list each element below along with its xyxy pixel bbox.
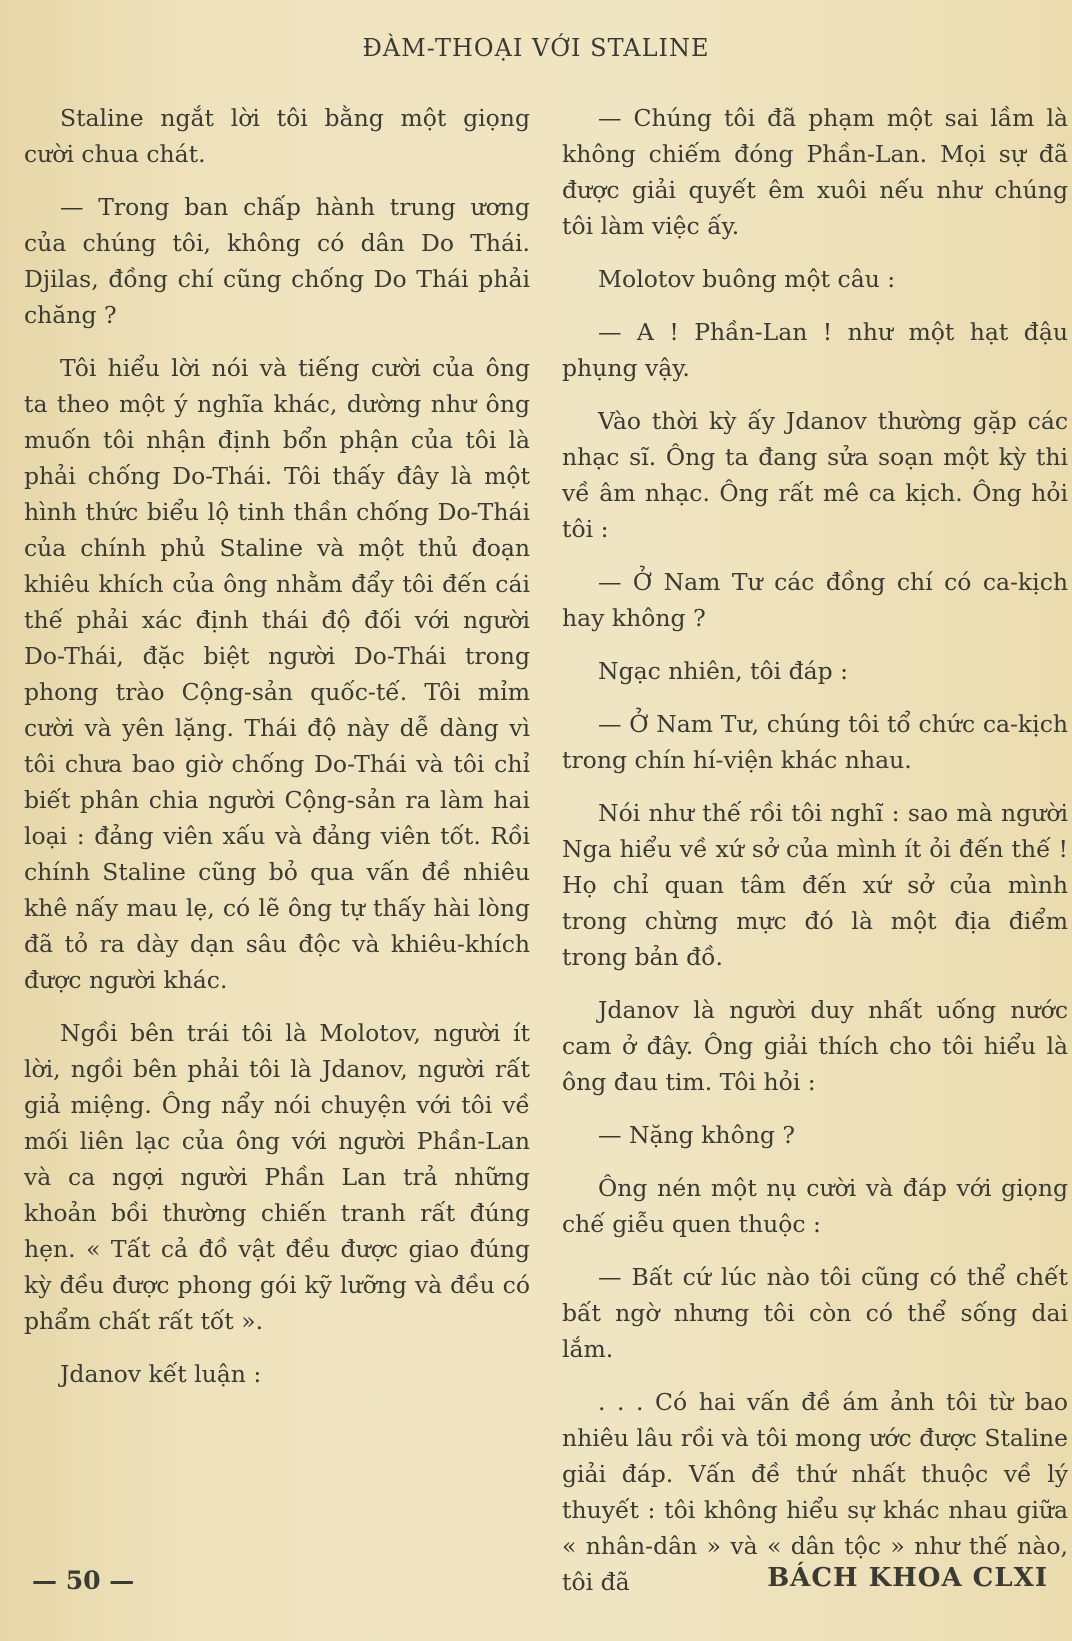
paragraph: Molotov buông một câu : [598, 265, 896, 293]
paragraph: Jdanov là người duy nhất uống nước cam ở đây. Ông giải thích cho tôi hiểu là ông đau tim. Tôi hỏi : [562, 996, 1068, 1096]
paragraph: Tôi hiểu lời nói và tiếng cười của ông ta theo một ý nghĩa khác, dường như ông muốn tôi nhận định bổn phận của tôi là phải chống Do-Thái. Tôi thấy đây là một hình thức biểu lộ tinh thần chống Do-Thái của chính phủ Staline và một thủ đoạn khiêu khích của ông nhằm đẩy tôi đến cái thế phải xác định thái độ đối với người Do-Thái, đặc biệt người Do-Thái trong phong trào Cộng-sản quốc-tế. Tôi mỉm cười và yên lặng. Thái độ này dễ dàng vì tôi chưa bao giờ chống Do-Thái và tôi chỉ biết phân chia người Cộng-sản ra làm hai loại : đảng viên xấu và đảng viên tốt. Rồi chính Staline cũng bỏ qua vấn đề nhiêu khê nấy mau lẹ, có lẽ ông tự thấy hài lòng đã tỏ ra dày dạn sâu độc và khiêu-khích được người khác. [24, 354, 530, 994]
paragraph: . . . Có hai vấn đề ám ảnh tôi từ bao nhiêu lâu rồi và tôi mong ước được Staline giải đáp. Vấn đề thứ nhất thuộc về lý thuyết : tôi không hiểu sự khác nhau giữa « nhân-dân » và « dân tộc » như thế nào, tôi đã [562, 1388, 1068, 1596]
paragraph: — Chúng tôi đã phạm một sai lầm là không chiếm đóng Phần-Lan. Mọi sự đã được giải quyết êm xuôi nếu như chúng tôi làm việc ấy. [562, 104, 1068, 240]
paragraph: Ngạc nhiên, tôi đáp : [598, 657, 849, 685]
running-header: ĐÀM-THOẠI VỚI STALINE [362, 34, 710, 62]
paragraph: Nói như thế rồi tôi nghĩ : sao mà người Nga hiểu về xứ sở của mình ít ỏi đến thế ! Họ chỉ quan tâm đến xứ sở của mình trong chừng mực đó là một địa điểm trong bản đồ. [562, 799, 1068, 971]
paragraph: — A ! Phần-Lan ! như một hạt đậu phụng vậy. [562, 318, 1068, 382]
right-column [562, 100, 1068, 1617]
paragraph: — Ở Nam Tư, chúng tôi tổ chức ca-kịch trong chín hí-viện khác nhau. [562, 710, 1068, 774]
paragraph: — Trong ban chấp hành trung ương của chúng tôi, không có dân Do Thái. Djilas, đồng chí cũng chống Do Thái phải chăng ? [24, 193, 530, 329]
paragraph: — Bất cứ lúc nào tôi cũng có thể chết bất ngờ nhưng tôi còn có thể sống dai lắm. [562, 1263, 1068, 1363]
paragraph: Vào thời kỳ ấy Jdanov thường gặp các nhạc sĩ. Ông ta đang sửa soạn một kỳ thi về âm nhạc. Ông rất mê ca kịch. Ông hỏi tôi : [562, 407, 1068, 543]
publication-issue: BÁCH KHOA CLXI [767, 1563, 1048, 1593]
paragraph: Staline ngắt lời tôi bằng một giọng cười chua chát. [24, 104, 530, 168]
left-column [24, 100, 530, 1409]
paragraph: Ngồi bên trái tôi là Molotov, người ít lời, ngồi bên phải tôi là Jdanov, người rất giả miệng. Ông nẩy nói chuyện với tôi về mối liên lạc của ông với người Phần-Lan và ca ngợi người Phần Lan trả những khoản bồi thường chiến tranh rất đúng hẹn. « Tất cả đồ vật đều được giao đúng kỳ đều được phong gói kỹ lưỡng và đều có phẩm chất rất tốt ». [24, 1019, 530, 1335]
paragraph: — Ở Nam Tư các đồng chí có ca-kịch hay không ? [562, 568, 1068, 632]
paragraph: Ông nén một nụ cười và đáp với giọng chế giễu quen thuộc : [562, 1174, 1068, 1238]
page-number: — 50 — [32, 1566, 135, 1595]
paragraph: Jdanov kết luận : [60, 1360, 262, 1388]
paragraph: — Nặng không ? [598, 1121, 795, 1149]
